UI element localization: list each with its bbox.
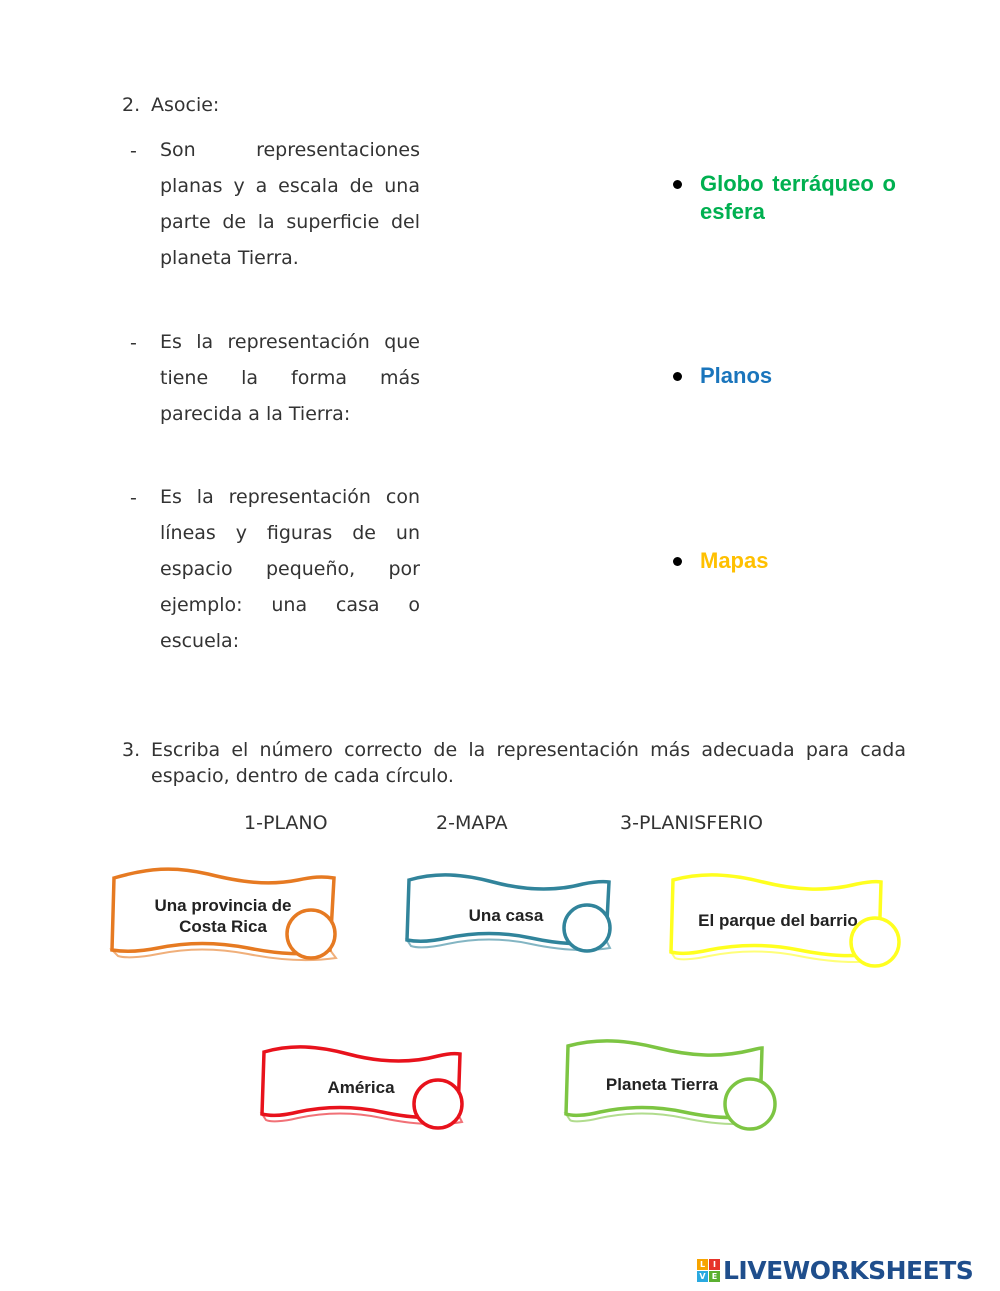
question-2-number: 2.: [122, 94, 141, 116]
logo-text: LIVEWORKSHEETS: [723, 1256, 974, 1285]
banner-provincia-label: Una provincia de Costa Rica: [154, 896, 292, 936]
question-3-text: Escriba el número correcto de la representación más adecuada para cada espacio, dentro de cada círculo.: [151, 739, 906, 787]
option-planisferio: 3-PLANISFERIO: [620, 812, 763, 834]
definition-2-text: Es la representación que tiene la forma más parecida a la Tierra:: [160, 331, 420, 425]
question-2-title: Asocie:: [151, 94, 220, 116]
banner-planeta-label: Planeta Tierra: [605, 1075, 719, 1094]
definition-3-text: Es la representación con líneas y figuras de un espacio pequeño, por ejemplo: una casa o escuela:: [160, 486, 420, 652]
term-planos: Planos: [700, 363, 773, 388]
option-mapa: 2-MAPA: [436, 812, 508, 834]
definition-1-dash: -: [130, 140, 137, 162]
logo-letter-l: L: [697, 1259, 708, 1270]
definition-3-dash: -: [130, 487, 137, 509]
option-plano: 1-PLANO: [244, 812, 328, 834]
term-2-bullet: [673, 372, 682, 381]
term-1-bullet: [673, 180, 682, 189]
banner-casa-label: Una casa: [468, 906, 544, 925]
banner-america-label: América: [327, 1078, 395, 1097]
logo-mark-icon: [697, 1259, 720, 1282]
term-3-bullet: [673, 557, 682, 566]
liveworksheets-logo[interactable]: [697, 1256, 973, 1285]
logo-letter-i: I: [709, 1259, 720, 1270]
term-globo: Globo terráqueo o esfera: [700, 171, 896, 224]
logo-letter-e: E: [709, 1271, 720, 1282]
banner-parque-label: El parque del barrio: [698, 911, 858, 930]
term-mapas: Mapas: [700, 548, 769, 573]
logo-letter-v: V: [697, 1271, 708, 1282]
question-3-number: 3.: [122, 739, 141, 761]
definition-2-dash: -: [130, 332, 137, 354]
definition-1-text: Son representaciones planas y a escala de una parte de la superficie del planeta Tierra.: [160, 139, 420, 269]
